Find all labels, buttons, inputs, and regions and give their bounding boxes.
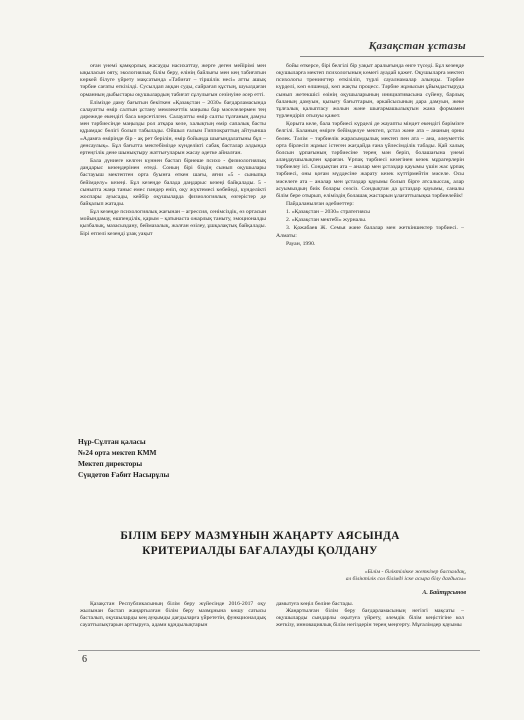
article-title-line: КРИТЕРИАЛДЫ БАҒАЛАУДЫ ҚОЛДАНУ xyxy=(142,545,378,557)
references-title: Пайдаланылған әдебиеттер: xyxy=(286,200,354,207)
epigraph-line: ал біліктілік сол білімді іске асыра білу дағдысы» xyxy=(345,576,466,583)
article-title-line: БІЛІМ БЕРУ МАЗМҰНЫН ЖАҢАРТУ АЯСЫНДА xyxy=(120,530,400,542)
right-text-column xyxy=(276,63,464,249)
epigraph xyxy=(266,569,466,583)
reference-item: 2. «Қазақстан мектебі» журналы. xyxy=(286,217,367,224)
epigraph-author: А. Байтұрсынов xyxy=(422,590,466,596)
author-city: Нұр-Сұлтан қаласы xyxy=(78,437,146,446)
reference-item: 3. Қожабаев Ж. Семья және балалар мен жеткіншектер тәрбиесі. – Алматы: xyxy=(276,225,464,239)
reference-publisher: Рауан, 1990. xyxy=(286,240,316,247)
author-name: Сүндетов Ғабит Насырұлы xyxy=(78,470,170,479)
paragraph: дамытуға көңіл бөліне бастады. xyxy=(276,601,354,607)
reference-item: 1. «Қазақстан – 2030» стратегиясы xyxy=(286,209,371,216)
header-rule xyxy=(300,56,484,57)
left-text-column xyxy=(80,63,266,239)
paragraph: Бала дүниеге келген күннен бастап бірнеше психо - физиологиялық даңдарыс кезеңдерінен өтеді. Соның бірі біздің сынып оқушылары бастауыш мектептен орта буынға өткен шағы, яғни «5 - сыныпқа бейімделу» кезеңі. Бұл кезеңде балада даңдарыс кезеңі байқалады. 5 - сыныпта жаңа таныс емес пәндер еніп, оқу жүктемесі көбейеді, күнделікті жоспары ауысады, кейбір оқушыларда физиологиялық өзгерістер де байқалып жатады. xyxy=(80,158,266,207)
paragraph: оған үнемі қамқорлық жасауды насихаттау, жерге деген мейірімі мен ықыласын ояту, экологиялық білім беру, елінің байлығы мен кең табиғатын көркей білуге үйрету мақсатында «Табиғат – тіршілік несі» атты ашық тәрбие сағаты өткізілді. Сусылдап аққан суды, сайрағап құстың, шуылдаған орманның дыбыстары оқушылардың табиғат сұлулығын сезінуіне әсер етті. xyxy=(80,63,266,98)
paragraph: бойы өткерсе, бірі белгілі бір уақыт аралығында өнге түседі. Бұл кезеңде оқушыларға мектеп психологының көмегі ауадай қажет. Оқушыларға мектеп психологы тренингтер өткізіліп, түрлі сауалнамалар алынды. Тәрбие күрделі, көп өлшемді, көп жақты процесс. Тәрбие жұмысын ұйымдастыруда сынып жетекшісі өзінің оқушыларының инициативасына сүйену, барлық баланың дамуын, қызығу бағыттарын, әркайсысының дара дамуын, жеке тұлғалық қалыптасу жолын және шығармашылықтын жана формамен түрлендіріп отызуы қажет. xyxy=(276,63,464,120)
author-block xyxy=(78,436,169,480)
paragraph: Бұл кезеңде психологиялық жағынан – агрессия, сенімсіздік, өз ортасын мойындамау, өшпенділік, қарым – қатынаста ожарлық таныту, эмоционалды қызбалық, мазасыздану, беймазалық, жалған өзілеу, ұшқалақтық байқалады. Бірі өтпелі кезеңді ұзақ уақыт xyxy=(80,209,266,237)
epigraph-line: «Білім - біліктілікке жеткізер баспалдақ, xyxy=(364,569,466,575)
paragraph: Қазақстан Республикасының білім беру жүйесінде 2016-2017 оқу жылынан бастап жаңартылған білім беру мазмұнына көшу сатысы басталып, оқушыларды кең ауқымды дағдыларға үйрететін, функционалдық сауаттылықтарын арттыруға, адами құндылықтарын xyxy=(80,601,266,629)
article-left-column xyxy=(80,601,266,630)
page-number: 6 xyxy=(82,654,87,665)
footer-rule xyxy=(78,650,480,651)
author-position: Мектеп директоры xyxy=(78,459,143,468)
paragraph: Елімізде даму бағытын бекіткен «Қазақстан – 2030» бағдарламасында салауатты өмір салтын ұстану мемлекеттік маңызы бар мәселелермен тең дәрежеде екендігі баса көрсетілген. Салауатты өмір салты тұлғаның дамуы мен тәрбиесінде маңызды рол атқара келе, халықтың өмір сапалық басты құрамдас бөлігі болып табылады. Ойшыл ғалым Гиппократтың айтуынша «Адамға өмірінде бір - ақ рет берілін, өмір бойында шығындалатыны бұл – денсаулық». Бұл бағытта мектебімізде күнделікті сабақ басталар алдында ертеңгілік дене шынықтыру жаттығуларын жасау әдетке айналған. xyxy=(80,99,266,156)
article-title xyxy=(60,529,460,559)
paragraph: Қорыта келе, бала тәрбиесі күрделі де жауапты міндет екендігі бәрімізге белгілі. Баланың өмірге бейімделуе мектеп, ұстаз және ата – ананың орны бөлек. Тәлім – тәрбиелік жарасымдылық мектеп пен ата – ана, әлеуметтік орта бірлесіп жұмыс істеген жағдайда ғана үйлесімділік табады. Қай халық болсын ұрпағының тәрбиесіне терең мән беріп, болашағына үнемі алаңдаушылықпен қараған. Ұрпақ тәрбиесі кезегінен кезек мұрагерлерін тәрбиелеу ісі. Сондықтан ата – аналар мен ұстаздар қауымы үшін жас ұрпақ тәрбиесі, оны қоғам мүддесіне жарату кезек күттірмейтін мәселе. Осы мәселеге ата – аналар мен ұстаздар қауымы болып бірге атсалыссақ, алар асуымыздың биік болары сөзсіз. Сондықтан да ұстаздар қауымы, саналы білім бере отырып, еліміздің болашақ жастарын ұлағаттылықка тәрбиелейік! xyxy=(276,121,464,199)
running-header: Қазақстан ұстазы xyxy=(368,40,466,52)
paragraph: Жаңартылған білім беру бағдарламасының негізгі мақсаты – оқушыларды сындарлы оқытуға үйрету, әлемдік білім кеңістігіне кол жеткізу, инновациялық білім негіздерін терең меңгерту. Мұғалімдер қауымы xyxy=(276,608,464,629)
article-right-column xyxy=(276,601,464,630)
author-school: №24 орта мектеп КММ xyxy=(78,448,157,457)
